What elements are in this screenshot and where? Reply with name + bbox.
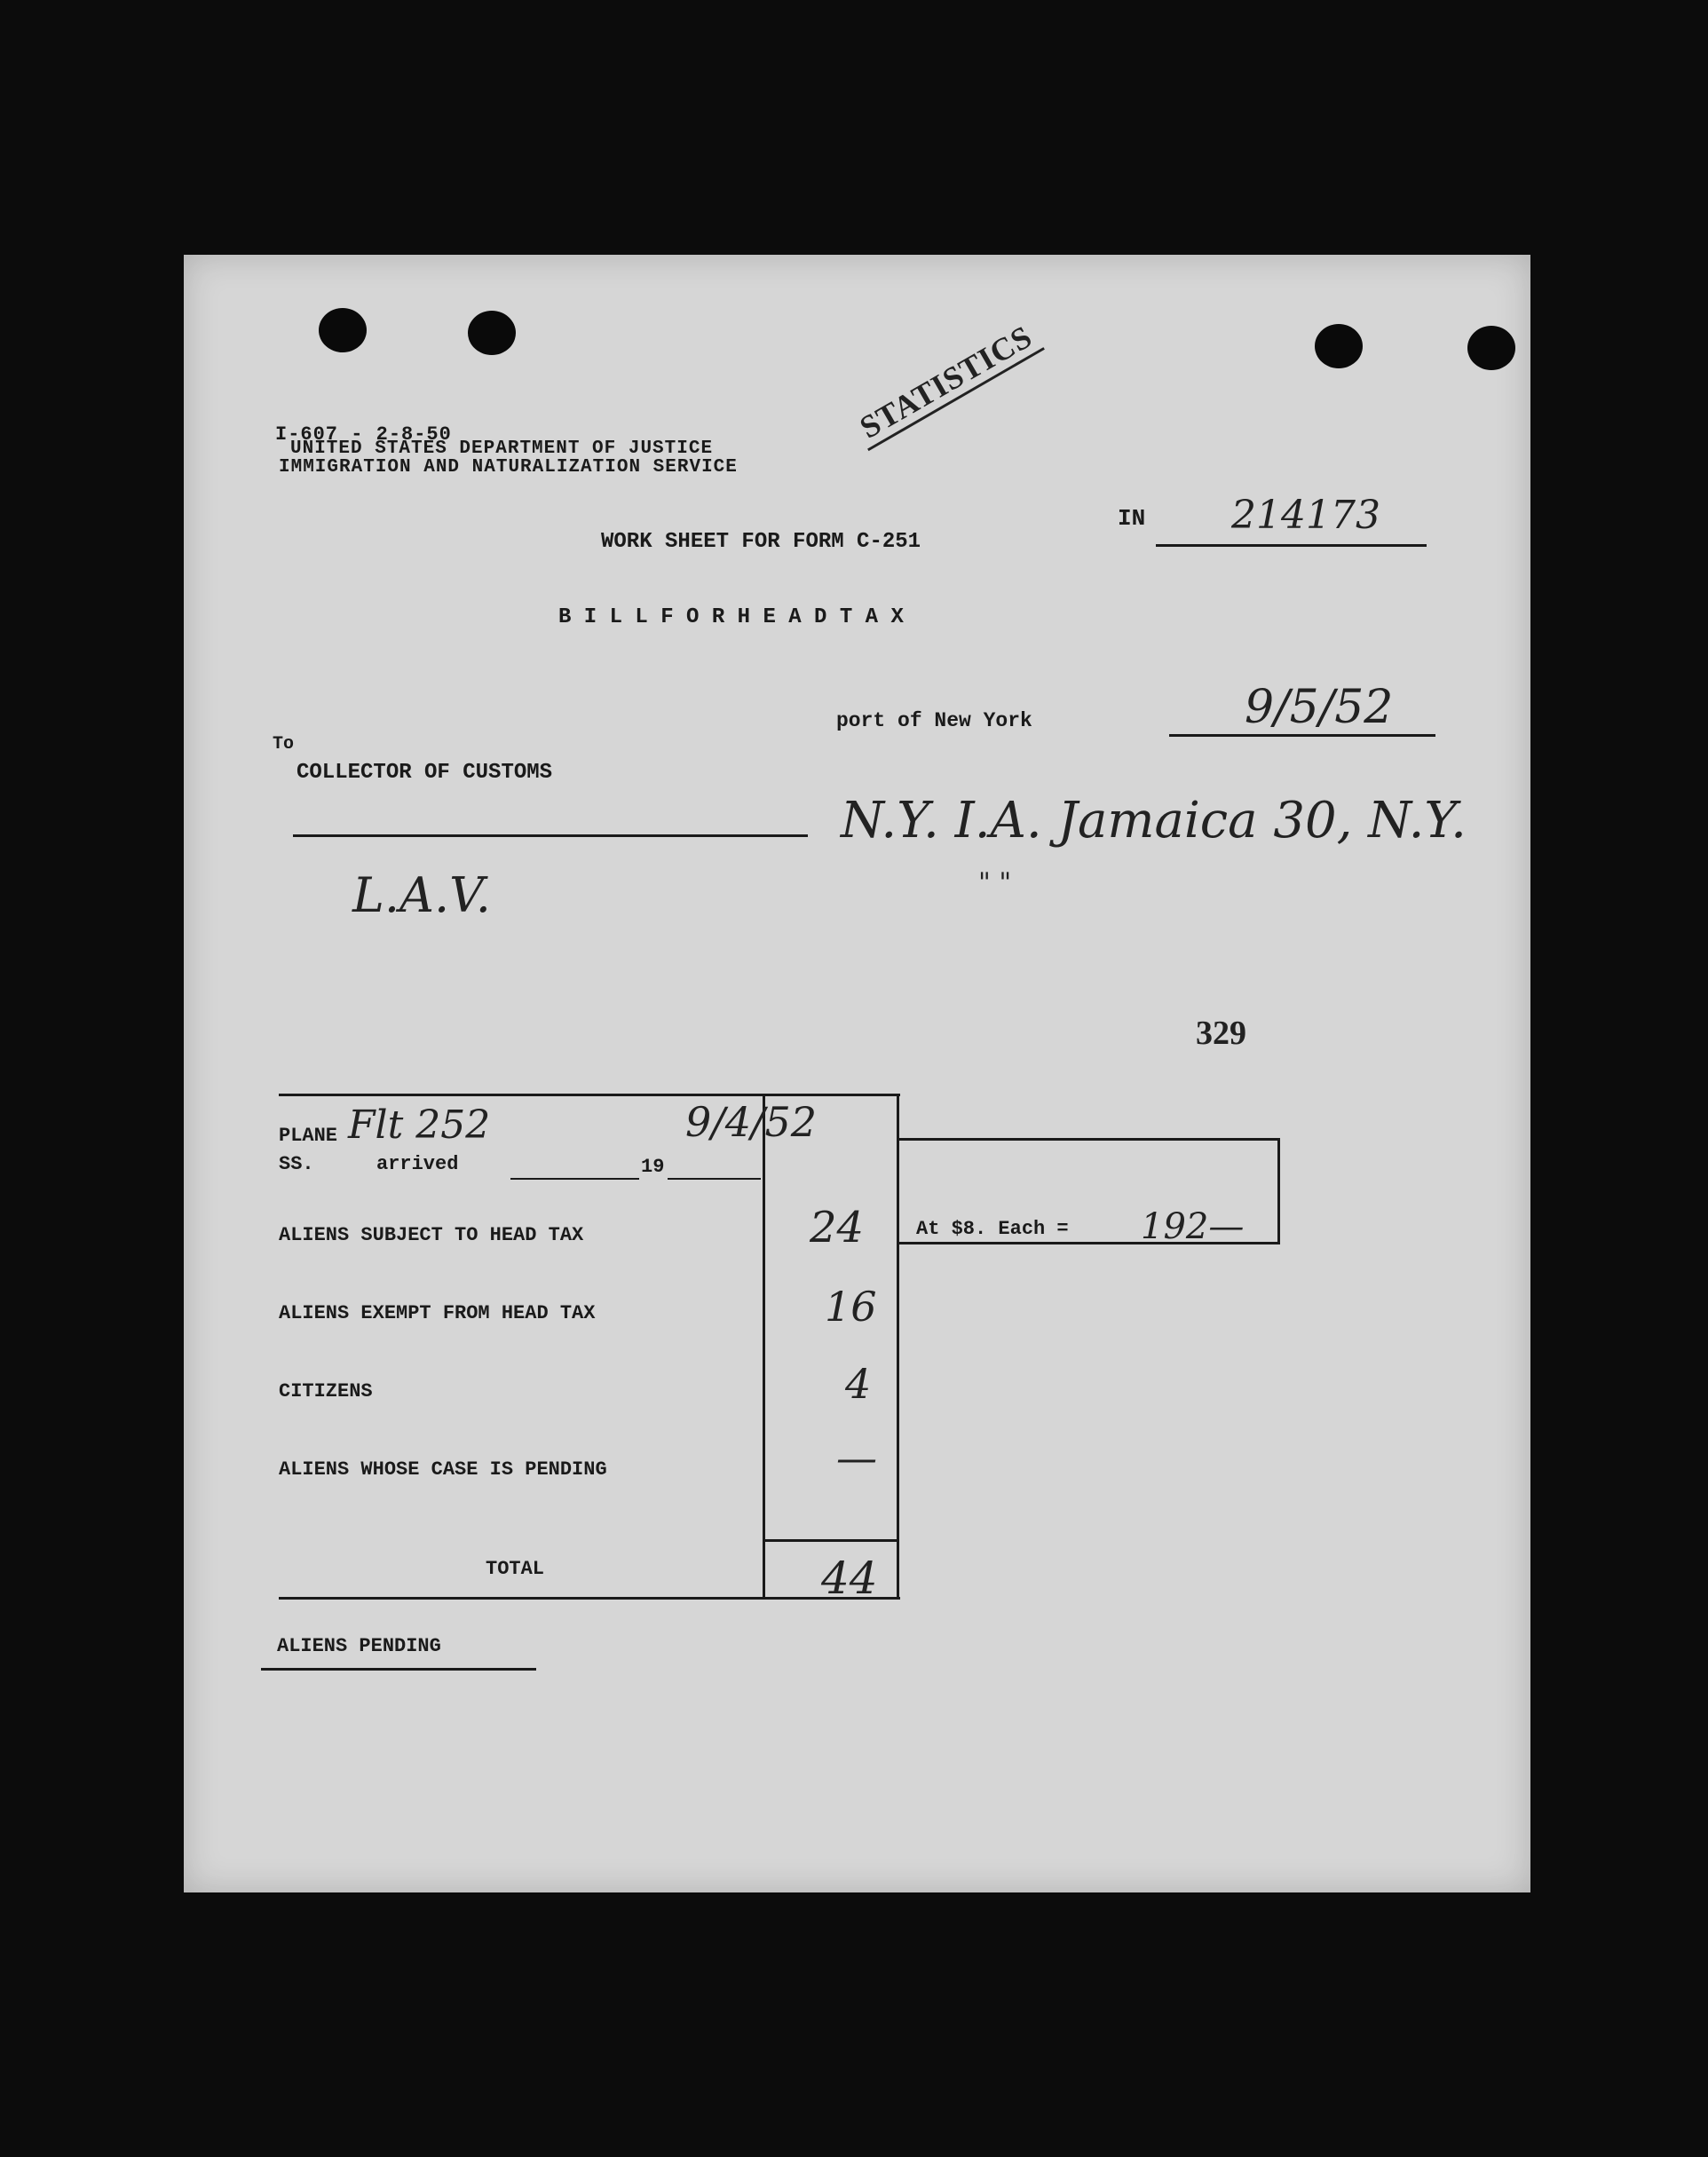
date-filed: 9/5/52 xyxy=(1245,681,1394,734)
table-right-border xyxy=(897,1094,899,1600)
port-label: port of New York xyxy=(836,709,1032,732)
tax-box-right xyxy=(1277,1138,1280,1244)
pending-label: ALIENS PENDING xyxy=(277,1635,441,1657)
arrived-label: arrived xyxy=(376,1153,459,1175)
to-prefix: To xyxy=(273,734,295,755)
in-label: IN xyxy=(1118,505,1146,532)
arrived-underline xyxy=(510,1178,639,1180)
department-line: UNITED STATES DEPARTMENT OF JUSTICE xyxy=(290,439,714,459)
table-bottom-rule xyxy=(279,1597,900,1600)
plane-value: Flt 252 xyxy=(348,1102,491,1148)
punch-hole xyxy=(319,308,367,352)
row-label-pending: ALIENS WHOSE CASE IS PENDING xyxy=(279,1458,607,1481)
row-value-subject: 24 xyxy=(810,1203,865,1252)
plane-label: PLANE xyxy=(279,1125,338,1147)
punch-hole xyxy=(468,311,516,355)
collector-underline xyxy=(293,834,808,837)
tax-amount: 192— xyxy=(1141,1206,1245,1247)
document-sheet xyxy=(184,255,1530,1892)
page-number: 329 xyxy=(1196,1015,1246,1052)
row-label-exempt: ALIENS EXEMPT FROM HEAD TAX xyxy=(279,1302,596,1324)
total-separator-rule xyxy=(765,1539,898,1542)
collector-label: COLLECTOR OF CUSTOMS xyxy=(297,761,553,785)
pending-underline xyxy=(261,1668,536,1671)
year-underline xyxy=(668,1178,761,1180)
tax-rate-label: At $8. Each = xyxy=(916,1218,1069,1240)
punch-hole xyxy=(1467,326,1515,370)
arrival-date: 9/4/52 xyxy=(685,1098,818,1146)
location-handwritten: N.Y. I.A. Jamaica 30, N.Y. xyxy=(841,792,1467,849)
statistics-stamp: STATISTICS xyxy=(849,315,1045,451)
in-number-underline xyxy=(1156,544,1427,547)
ditto-marks: " " xyxy=(978,867,1012,898)
tax-box-top xyxy=(898,1138,1280,1141)
row-value-citizens: 4 xyxy=(845,1360,872,1408)
table-col-divider xyxy=(763,1094,765,1600)
row-value-pending: — xyxy=(836,1434,877,1481)
row-label-citizens: CITIZENS xyxy=(279,1380,373,1402)
row-label-subject: ALIENS SUBJECT TO HEAD TAX xyxy=(279,1224,584,1246)
ss-label: SS. xyxy=(279,1153,314,1175)
table-top-rule xyxy=(279,1094,900,1096)
service-line: IMMIGRATION AND NATURALIZATION SERVICE xyxy=(279,457,738,478)
date-underline xyxy=(1169,734,1435,737)
handwritten-initials: L.A.V. xyxy=(352,867,491,923)
worksheet-title: WORK SHEET FOR FORM C-251 xyxy=(601,530,921,554)
in-number: 214173 xyxy=(1231,493,1380,538)
total-value: 44 xyxy=(821,1553,878,1604)
punch-hole xyxy=(1315,324,1363,368)
year-label: 19 xyxy=(641,1156,665,1178)
row-value-exempt: 16 xyxy=(825,1283,877,1331)
form-code: I-607 - 2-8-50 xyxy=(275,423,452,446)
total-label: TOTAL xyxy=(486,1558,545,1580)
bill-title: B I L L F O R H E A D T A X xyxy=(558,605,904,629)
